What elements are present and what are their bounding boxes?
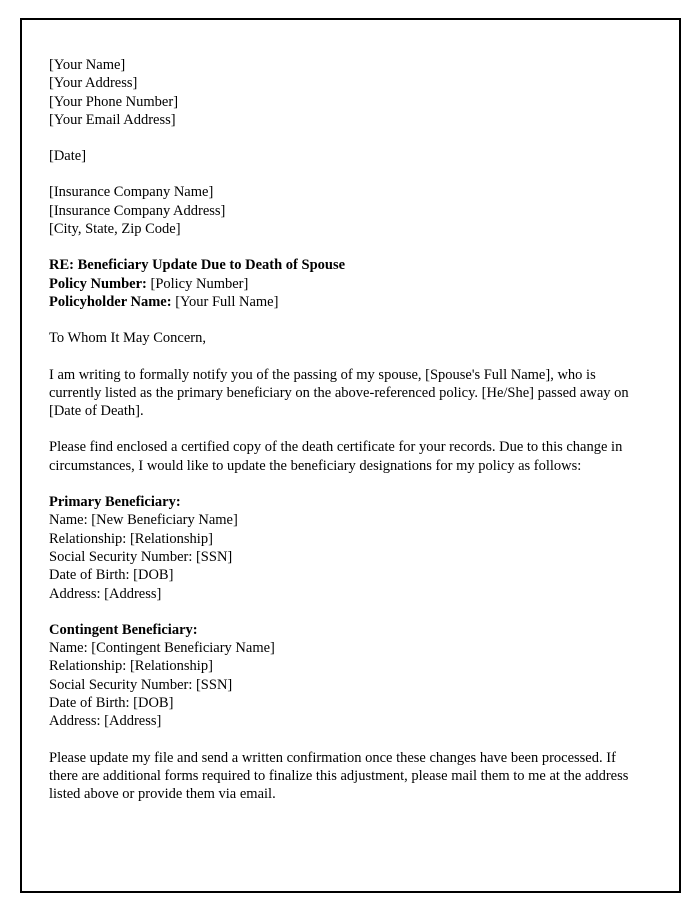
sender-address: [Your Address] <box>49 75 138 92</box>
primary-beneficiary-address: Address: [Address] <box>49 585 162 602</box>
policy-number-line <box>49 275 634 293</box>
recipient-city-state-zip: [City, State, Zip Code] <box>49 221 181 238</box>
date-block <box>49 147 634 165</box>
primary-beneficiary-name: Name: [New Beneficiary Name] <box>49 512 238 529</box>
primary-beneficiary-ssn: Social Security Number: [SSN] <box>49 548 233 565</box>
sender-block <box>49 56 634 129</box>
contingent-beneficiary-ssn: Social Security Number: [SSN] <box>49 676 233 693</box>
policyholder-label: Policyholder Name: <box>49 293 172 310</box>
contingent-beneficiary-heading: Contingent Beneficiary: <box>49 621 198 638</box>
letter-date: [Date] <box>49 148 87 165</box>
paragraph-1: I am writing to formally notify you of the passing of my spouse, [Spouse's Full Name], who is currently listed as the primary beneficiary on the above-referenced policy. [He/She] passed away on [Date of Death]. <box>49 366 629 420</box>
letter-page <box>20 18 681 893</box>
contingent-beneficiary-name: Name: [Contingent Beneficiary Name] <box>49 640 275 657</box>
contingent-beneficiary-block <box>49 621 634 731</box>
policyholder-line <box>49 293 634 311</box>
recipient-block <box>49 183 634 238</box>
subject-line: RE: Beneficiary Update Due to Death of Spouse <box>49 257 346 274</box>
paragraph-2: Please find enclosed a certified copy of the death certificate for your records. Due to this change in circumstances, I would like to update the beneficiary designations for my policy as follows: <box>49 439 623 474</box>
contingent-beneficiary-dob: Date of Birth: [DOB] <box>49 695 174 712</box>
policy-number-value: [Policy Number] <box>150 275 249 292</box>
subject-block <box>49 256 634 311</box>
recipient-company-address: [Insurance Company Address] <box>49 202 226 219</box>
letter-content <box>22 20 679 804</box>
policyholder-value: [Your Full Name] <box>175 293 279 310</box>
sender-email: [Your Email Address] <box>49 111 176 128</box>
contingent-beneficiary-relationship: Relationship: [Relationship] <box>49 658 213 675</box>
sender-phone: [Your Phone Number] <box>49 93 179 110</box>
sender-name: [Your Name] <box>49 57 126 73</box>
salutation-block <box>49 329 634 347</box>
primary-beneficiary-block <box>49 493 634 603</box>
salutation: To Whom It May Concern, <box>49 330 206 347</box>
paragraph-3: Please update my file and send a written confirmation once these changes have been processed. If there are additional forms required to finalize this adjustment, please mail them to me at the address listed above or provide them via email. <box>49 749 629 803</box>
primary-beneficiary-heading: Primary Beneficiary: <box>49 494 181 511</box>
primary-beneficiary-dob: Date of Birth: [DOB] <box>49 567 174 584</box>
primary-beneficiary-relationship: Relationship: [Relationship] <box>49 530 213 547</box>
recipient-company-name: [Insurance Company Name] <box>49 184 214 201</box>
contingent-beneficiary-address: Address: [Address] <box>49 713 162 730</box>
policy-number-label: Policy Number: <box>49 275 147 292</box>
